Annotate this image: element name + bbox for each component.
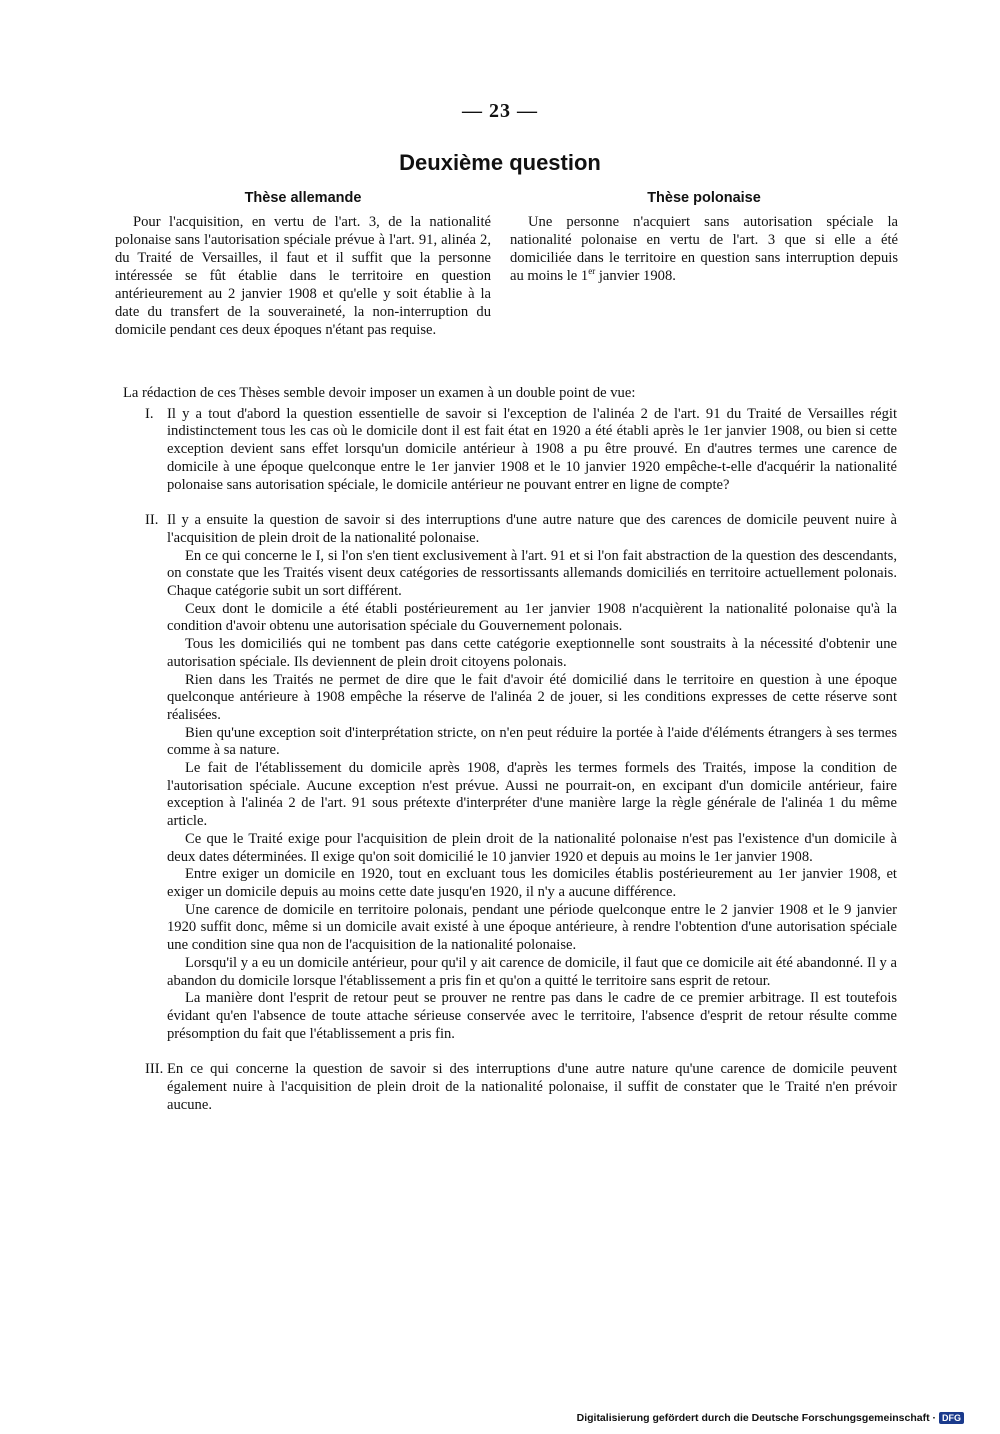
section-title: Deuxième question bbox=[399, 150, 601, 175]
item-3 bbox=[115, 1061, 897, 1114]
item-2-number: II. bbox=[145, 512, 159, 529]
item-2-paragraph: Le fait de l'établissement du domicile après 1908, d'après les termes formels des Traités, impose la condition de l'autorisation spéciale. Aucune exception n'est prévue. Aussi ne pourrait-on, en excipant d'un domicile antérieur, faire exception à l'alinéa 2 de l'art. 91 sous prétexte d'interpréter d'une manière large la règle générale de l'alinéa 1 du même article. bbox=[167, 760, 897, 830]
footer-credit bbox=[577, 1412, 964, 1424]
item-3-text: En ce qui concerne la question de savoir si des interruptions d'une autre nature qu'une carence de domicile peuvent également nuire à l'acquisition de plein droit de la nationalité polonaise, il suffit de constater que le Traité n'en prévoir aucune. bbox=[167, 1061, 897, 1113]
item-2 bbox=[115, 512, 897, 1043]
item-1-text: Il y a tout d'abord la question essentielle de savoir si l'exception de l'alinéa 2 de l'art. 91 du Traité de Versailles régit indistinctement tous les cas où le domicile dont il est fait état en 1920 a été établi après le 1er janvier 1908, ou bien si cette exception devient sans effet lorsqu'un domicile antérieur à 1908 a pu être prouvé. En d'autres termes une carence de domicile à une époque quelconque entre le 1er janvier 1908 et le 10 janvier 1920 empêche-t-elle d'acquérir la nationalité polonaise sans autorisation spéciale, le domicile antérieur ne pouvant entrer en ligne de compte? bbox=[167, 405, 897, 493]
these-allemande-text: Pour l'acquisition, en vertu de l'art. 3, de la nationalité polonaise sans l'autorisation spéciale prévue à l'art. 91, alinéa 2, du Traité de Versailles, il faut et il suffit que la personne intéressée se fût établie dans le territoire en question antérieurement au 2 janvier 1908 et qu'elle y soit établie à la date du transfert de la souveraineté, la non-interruption du domicile pendant ces deux époques n'étant pas requise. bbox=[115, 214, 491, 338]
item-2-text: Il y a ensuite la question de savoir si des interruptions d'une autre nature que des carences de domicile peuvent nuire à l'acquisition de plein droit de la nationalité polonaise. bbox=[167, 512, 897, 546]
main-body bbox=[115, 385, 897, 1114]
footer-text: Digitalisierung gefördert durch die Deutsche Forschungsgemeinschaft · bbox=[576, 1412, 936, 1424]
item-2-paragraph: Bien qu'une exception soit d'interprétation stricte, on n'en peut réduire la portée à l'aide d'éléments étrangers à ses termes comme à sa nature. bbox=[167, 724, 897, 759]
item-2-paragraph: Tous les domiciliés qui ne tombent pas dans cette catégorie exeptionnelle sont soustraits à la nécessité d'obtenir une autorisation spéciale. Ils deviennent de plein droit citoyens polonais. bbox=[167, 636, 897, 670]
these-polonaise-sup: er bbox=[588, 266, 596, 277]
dfg-logo: DFG bbox=[939, 1412, 964, 1424]
item-2-paragraph: En ce qui concerne le I, si l'on s'en tient exclusivement à l'art. 91 et si l'on fait abstraction de la question des descendants, on constate que les Traités visent deux catégories de ressortissants allemands domiciliés en territoire actuellement polonais. Chaque catégorie subit un sort différent. bbox=[167, 547, 897, 600]
item-3-number: III. bbox=[145, 1061, 164, 1078]
item-2-paragraph: Ceux dont le domicile a été établi postérieurement au 1er janvier 1908 n'acquièrent la nationalité polonaise qu'à la condition d'avoir obtenu une autorisation spéciale du Gouvernement polonais. bbox=[167, 600, 897, 635]
item-2-paragraph: Rien dans les Traités ne permet de dire que le fait d'avoir été domicilié dans le territoire en question à une époque quelconque antérieure à 1908 empêche la réserve de l'alinéa 2 de jouer, si les conditions expresses de cette réserve sont réalisées. bbox=[167, 671, 897, 723]
these-polonaise-text-b: janvier 1908. bbox=[595, 268, 676, 284]
these-polonaise-text bbox=[510, 213, 898, 285]
item-2-paragraph: La manière dont l'esprit de retour peut se prouver ne rentre pas dans le cadre de ce premier arbitrage. Il est toutefois évidant qu'en l'absence de toute attache sérieuse conservée avec le territoire, l'absence d'esprit de retour résulte comme présomption du fait que l'établissement a pris fin. bbox=[167, 990, 897, 1042]
item-2-paragraph: Une carence de domicile en territoire polonais, pendant une période quelconque entre le 2 janvier 1908 et le 9 janvier 1920 suffit donc, même si un domicile avait existé à une époque antérieure, à rendre l'obtention d'une autorisation spéciale une condition sine qua non de l'acquisition de la nationalité polonaise. bbox=[167, 901, 897, 954]
item-1-number: I. bbox=[145, 405, 154, 422]
item-1 bbox=[115, 406, 897, 495]
these-allemande-heading: Thèse allemande bbox=[244, 190, 362, 206]
item-2-paragraph: Ce que le Traité exige pour l'acquisition de plein droit de la nationalité polonaise n'est pas l'existence d'un domicile à deux dates déterminées. Il exige qu'on soit domicilié le 10 janvier 1920 et depuis au moins le 1er janvier 1908. bbox=[167, 830, 897, 865]
item-2-paragraph: Lorsqu'il y a eu un domicile antérieur, pour qu'il y ait carence de domicile, il faut que ce domicile ait été abandonné. Il y a abandon du domicile lorsque l'établissement a pris fin et qu'on a quitté le territoire sans esprit de retour. bbox=[167, 954, 897, 989]
page-number: — 23 — bbox=[462, 100, 538, 122]
these-polonaise-text-a: Une personne n'acquiert sans autorisation spéciale la nationalité polonaise en vertu de l'art. 3 que si elle a été domiciliée dans le territoire en question sans interruption depuis au moins le 1 bbox=[510, 214, 898, 284]
intro-paragraph: La rédaction de ces Thèses semble devoir imposer un examen à un double point de vue: bbox=[123, 385, 636, 401]
these-polonaise-heading: Thèse polonaise bbox=[647, 190, 761, 206]
item-2-paragraph: Entre exiger un domicile en 1920, tout en excluant tous les domiciles établis postérieurement au 1er janvier 1908, et exiger un domicile depuis au moins cette date jusqu'en 1920, il n'y a aucune différence. bbox=[167, 866, 897, 900]
